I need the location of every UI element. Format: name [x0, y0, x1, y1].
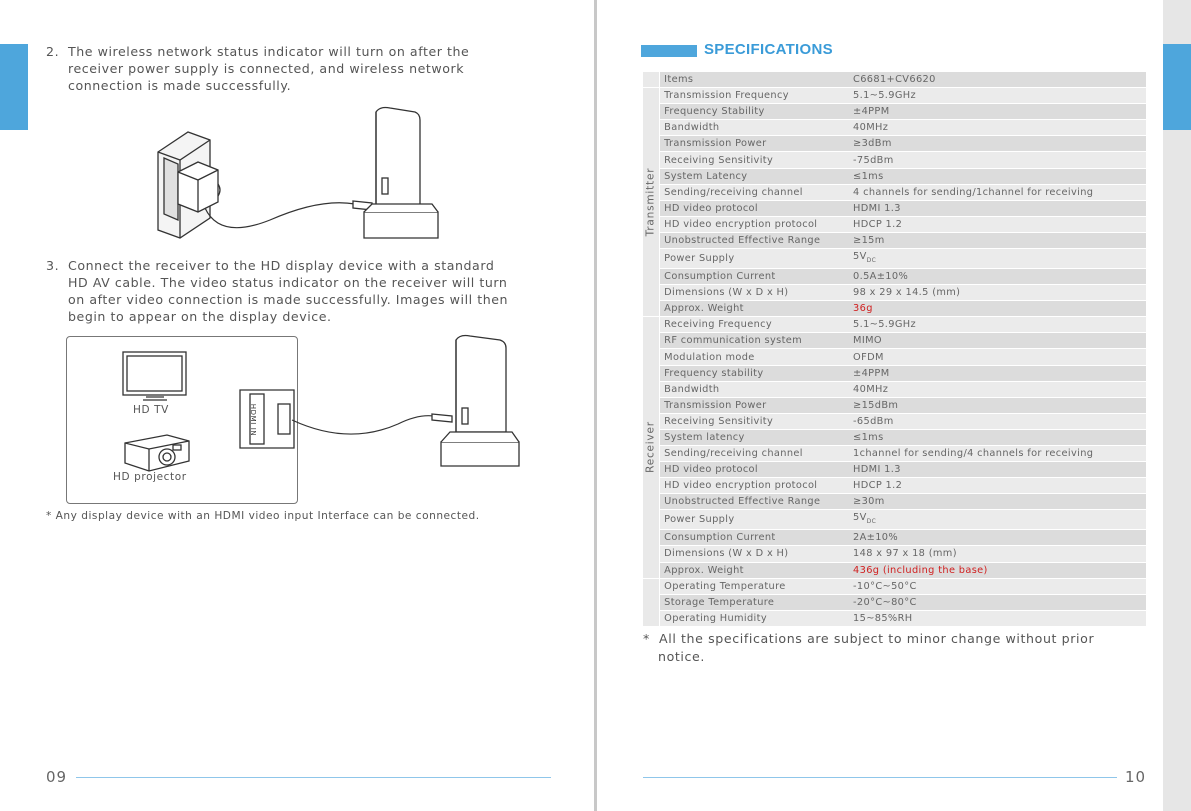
spec-row [643, 168, 1146, 184]
spec-value-text: 5.1~5.9GHz [853, 319, 917, 331]
spec-value-text: 148 x 97 x 18 (mm) [853, 548, 957, 560]
right-page-tab [1163, 44, 1191, 130]
spec-value [849, 413, 1146, 429]
spec-value-text: 1channel for sending/4 channels for receiving [853, 448, 1094, 460]
spec-row [643, 216, 1146, 232]
spec-key: Storage Temperature [660, 594, 849, 610]
receiver-group [643, 317, 660, 578]
step-2-line-2: receiver power supply is connected, and wireless network [68, 61, 465, 76]
spec-key: Dimensions (W x D x H) [660, 546, 849, 562]
spec-title: SPECIFICATIONS [704, 41, 833, 58]
spec-value-text: -10°C~50°C [853, 580, 917, 592]
spec-row [643, 562, 1146, 578]
spec-header-row [643, 72, 1146, 88]
spec-header-spacer [643, 72, 660, 88]
spec-value [849, 546, 1146, 562]
spec-note-star: * [643, 631, 650, 646]
spec-key: Bandwidth [660, 381, 849, 397]
spec-value [849, 333, 1146, 349]
spec-key: HD video protocol [660, 462, 849, 478]
spec-row [643, 446, 1146, 462]
spec-key: Consumption Current [660, 268, 849, 284]
spec-key: Consumption Current [660, 530, 849, 546]
spec-row [643, 397, 1146, 413]
page-gutter [594, 0, 597, 811]
spec-value [849, 594, 1146, 610]
spec-value [849, 88, 1146, 104]
step-3-line-3: on after video connection is made successfully. Images will then [68, 292, 509, 307]
spec-key: Approx. Weight [660, 301, 849, 317]
spec-row [643, 494, 1146, 510]
spec-row [643, 381, 1146, 397]
spec-value-subscript: DC [866, 256, 877, 264]
spec-key: Frequency stability [660, 365, 849, 381]
spec-value [849, 301, 1146, 317]
spec-value [849, 510, 1146, 530]
spec-title-bar [641, 45, 697, 57]
hd-projector-icon [125, 435, 189, 471]
spec-key: HD video encryption protocol [660, 216, 849, 232]
step-3 [46, 257, 566, 329]
hd-tv-label: HD TV [133, 404, 169, 416]
spec-row [643, 462, 1146, 478]
spec-value-text: HDCP 1.2 [853, 480, 903, 492]
spec-key: Bandwidth [660, 120, 849, 136]
step-3-number: 3. [46, 258, 60, 273]
spec-row [643, 136, 1146, 152]
footer-rule-left [76, 777, 551, 778]
spec-value-text: -75dBm [853, 154, 894, 166]
step-2-line-3: connection is made successfully. [68, 78, 292, 93]
spec-value-text: 98 x 29 x 14.5 (mm) [853, 287, 961, 299]
spec-value-text: 4 channels for sending/1channel for receiving [853, 186, 1094, 198]
spec-value-text: ≤1ms [853, 170, 884, 182]
spec-key: Transmission Power [660, 397, 849, 413]
spec-row [643, 152, 1146, 168]
spec-row [643, 594, 1146, 610]
spec-value-text: 40MHz [853, 122, 889, 134]
spec-row [643, 232, 1146, 248]
spec-value [849, 610, 1146, 626]
spec-value [849, 317, 1146, 333]
spec-value [849, 429, 1146, 445]
spec-row [643, 429, 1146, 445]
spec-value [849, 120, 1146, 136]
spec-value-text: 36g [853, 303, 873, 315]
page-number-right: 10 [1125, 768, 1147, 786]
spec-value-text: ±4PPM [853, 106, 890, 118]
spec-value [849, 381, 1146, 397]
spec-header-key: Items [660, 72, 849, 88]
page-number-left: 09 [46, 768, 68, 786]
spec-value [849, 349, 1146, 365]
spec-key: HD video protocol [660, 200, 849, 216]
spec-key: Operating Humidity [660, 610, 849, 626]
spec-key: Power Supply [660, 510, 849, 530]
spec-value-text: HDMI 1.3 [853, 464, 901, 476]
receiver-device-icon [353, 108, 438, 239]
spec-row [643, 413, 1146, 429]
spec-value-text: 40MHz [853, 383, 889, 395]
spec-value [849, 446, 1146, 462]
step-3-line-4: begin to appear on the display device. [68, 309, 332, 324]
spec-note-line-1: All the specifications are subject to minor change without prior [659, 631, 1095, 646]
spec-value [849, 152, 1146, 168]
step-3-line-2: HD AV cable. The video status indicator on the receiver will turn [68, 275, 508, 290]
spec-row [643, 120, 1146, 136]
spec-value-text: 2A±10% [853, 532, 899, 544]
spec-key: Transmission Frequency [660, 88, 849, 104]
spec-key: Modulation mode [660, 349, 849, 365]
spec-row [643, 268, 1146, 284]
spec-value [849, 249, 1146, 269]
spec-row [643, 104, 1146, 120]
receiver-with-base-icon [432, 336, 519, 467]
step-3-text [68, 257, 508, 325]
spec-value [849, 168, 1146, 184]
spec-value [849, 184, 1146, 200]
power-connection-illustration [150, 100, 450, 245]
hdmi-in-label: HDMI IN [249, 403, 258, 437]
spec-key: Receiving Frequency [660, 317, 849, 333]
spec-row [643, 478, 1146, 494]
spec-value [849, 578, 1146, 594]
receiver-label: Receiver [644, 421, 657, 474]
spec-row [643, 333, 1146, 349]
spec-key: Receiving Sensitivity [660, 413, 849, 429]
spec-value-text: ≥15m [853, 234, 885, 246]
spec-value-text: 0.5A±10% [853, 271, 909, 283]
spec-row [643, 317, 1146, 333]
spec-row [643, 88, 1146, 104]
power-cable [205, 203, 355, 228]
spec-row [643, 578, 1146, 594]
spec-key: Transmission Power [660, 136, 849, 152]
transmitter-label: Transmitter [644, 167, 657, 237]
spec-value [849, 365, 1146, 381]
spec-value [849, 494, 1146, 510]
spec-value-text: 5.1~5.9GHz [853, 90, 917, 102]
spec-key: Power Supply [660, 249, 849, 269]
hdmi-connection-illustration [238, 334, 528, 474]
hdmi-in-port-icon [240, 390, 294, 448]
spec-row [643, 530, 1146, 546]
spec-row [643, 200, 1146, 216]
spec-row [643, 365, 1146, 381]
step-3-line-1: Connect the receiver to the HD display device with a standard [68, 258, 495, 273]
spec-key: HD video encryption protocol [660, 478, 849, 494]
spec-key: RF communication system [660, 333, 849, 349]
spec-value-text: ≥3dBm [853, 138, 892, 150]
spec-value [849, 530, 1146, 546]
spec-key: Approx. Weight [660, 562, 849, 578]
spec-value [849, 268, 1146, 284]
spec-value-text: -65dBm [853, 415, 894, 427]
spec-key: Dimensions (W x D x H) [660, 285, 849, 301]
spec-value [849, 136, 1146, 152]
spec-value-text: 436g (including the base) [853, 564, 988, 576]
spec-value [849, 200, 1146, 216]
spec-value [849, 562, 1146, 578]
spec-row [643, 349, 1146, 365]
spec-row [643, 184, 1146, 200]
spec-row [643, 546, 1146, 562]
transmitter-group [643, 88, 660, 317]
spec-value-text: 5V [853, 251, 867, 263]
hd-projector-label: HD projector [113, 471, 187, 483]
spec-key: Sending/receiving channel [660, 446, 849, 462]
spec-value-text: MIMO [853, 335, 882, 347]
spec-value [849, 397, 1146, 413]
spec-value-text: ≥15dBm [853, 399, 899, 411]
step-2-line-1: The wireless network status indicator will turn on after the [68, 44, 470, 59]
hd-tv-icon [123, 352, 186, 400]
spec-value-subscript: DC [866, 518, 877, 526]
step-2 [46, 43, 566, 98]
spec-row [643, 510, 1146, 530]
spec-key: System latency [660, 429, 849, 445]
spec-key: Sending/receiving channel [660, 184, 849, 200]
spec-row [643, 610, 1146, 626]
spec-key: Receiving Sensitivity [660, 152, 849, 168]
spec-key: Operating Temperature [660, 578, 849, 594]
spec-value-text: -20°C~80°C [853, 596, 917, 608]
spec-key: System Latency [660, 168, 849, 184]
spec-value-text: ±4PPM [853, 367, 890, 379]
spec-value-text: ≥30m [853, 496, 885, 508]
spec-header-value: C6681+CV6620 [849, 72, 1146, 88]
spec-value [849, 285, 1146, 301]
spec-value [849, 478, 1146, 494]
spec-value-text: HDMI 1.3 [853, 202, 901, 214]
step-2-number: 2. [46, 44, 60, 59]
spec-value-text: HDCP 1.2 [853, 218, 903, 230]
footer-rule-right [643, 777, 1117, 778]
spec-value [849, 216, 1146, 232]
spec-row [643, 301, 1146, 317]
left-page-tab [0, 44, 28, 130]
spec-note-line-2: notice. [658, 649, 705, 664]
spec-value [849, 104, 1146, 120]
left-footnote: * Any display device with an HDMI video input Interface can be connected. [46, 510, 480, 522]
spec-row [643, 285, 1146, 301]
spec-value-text: 5V [853, 512, 867, 524]
power-adapter-icon [178, 162, 220, 212]
spec-key: Frequency Stability [660, 104, 849, 120]
spec-row [643, 249, 1146, 269]
spec-value-text: ≤1ms [853, 431, 884, 443]
spec-value-text: 15~85%RH [853, 612, 913, 624]
spec-value [849, 462, 1146, 478]
spec-value [849, 232, 1146, 248]
spec-key: Unobstructed Effective Range [660, 494, 849, 510]
general-group [643, 578, 660, 626]
spec-key: Unobstructed Effective Range [660, 232, 849, 248]
step-2-text [68, 43, 469, 94]
spec-value-text: OFDM [853, 351, 884, 363]
hdmi-cable [292, 416, 434, 434]
spec-table [643, 72, 1146, 627]
